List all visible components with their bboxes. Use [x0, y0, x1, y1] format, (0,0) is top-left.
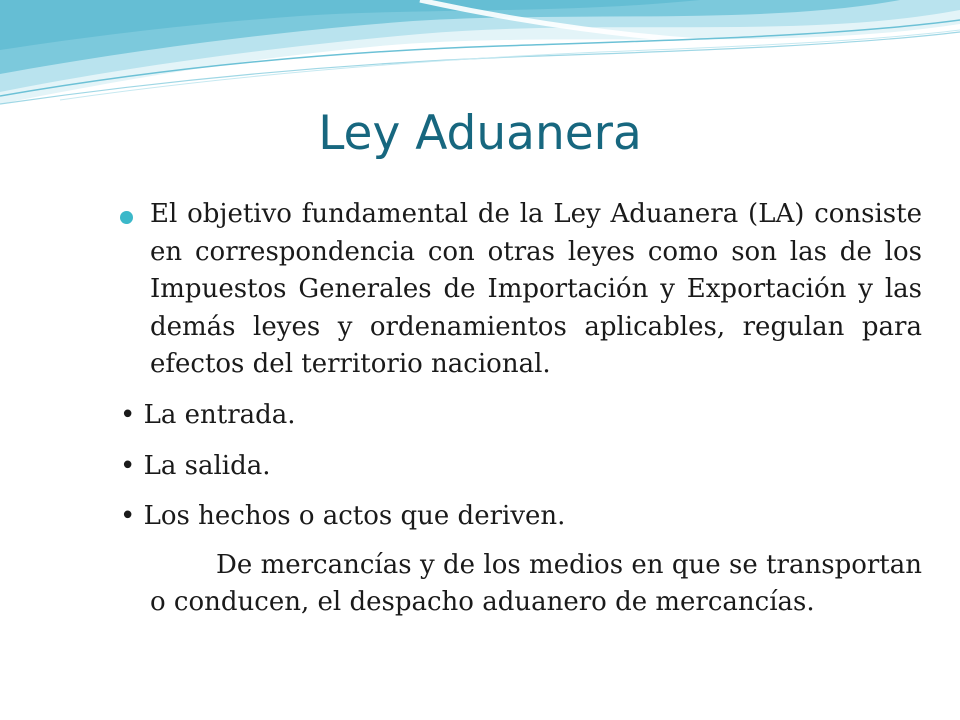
list-item-entrada: • La entrada.: [120, 399, 296, 430]
closing-paragraph: De mercancías y de los medios en que se transportan o conducen, el despacho aduanero de mercancías.: [150, 549, 922, 618]
bullet-icon: [120, 211, 133, 224]
header-wave-decoration: [0, 0, 960, 120]
slide-title: Ley Aduanera: [318, 106, 642, 161]
main-paragraph-text: El objetivo fundamental de la Ley Aduanera (LA) consiste en correspondencia con otras leyes como son las de los Impuestos Generales de Importación y Exportación y las demás leyes y ordenamientos aplicables, regulan para efectos del territorio nacional.: [150, 199, 922, 380]
list-item-hechos: • Los hechos o actos que deriven.: [120, 501, 566, 532]
list-item-salida: • La salida.: [120, 450, 271, 481]
main-paragraph: [120, 196, 922, 384]
slide-body: [120, 196, 922, 622]
